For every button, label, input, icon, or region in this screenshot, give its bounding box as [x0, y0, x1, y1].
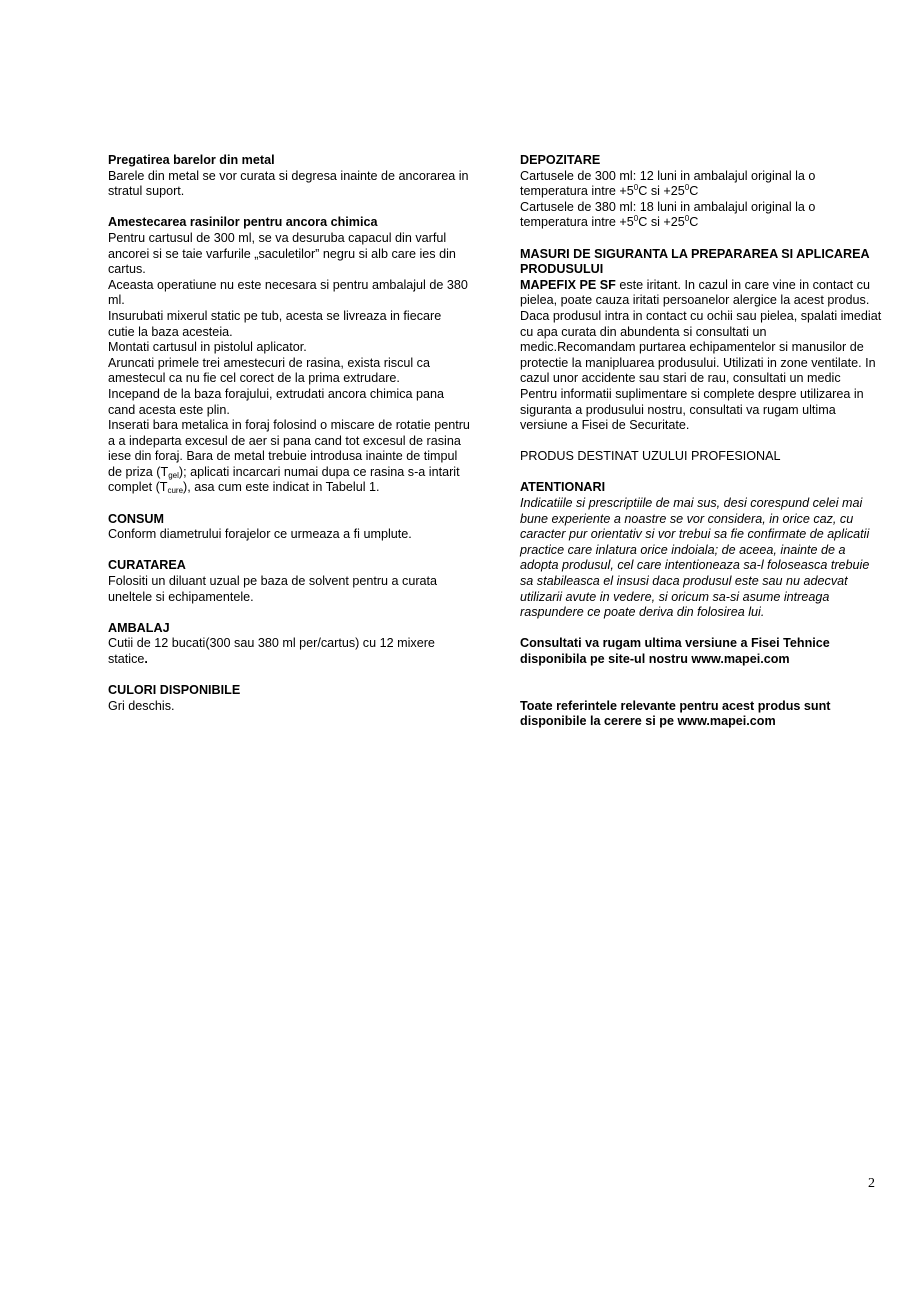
paragraph: [108, 636, 470, 667]
degree-superscript: 0: [633, 214, 639, 224]
paragraph: Indicatiile si prescriptiile de mai sus, desi corespund celei mai bune experiente a noastre se vor considera, in orice caz, cu caracter pur orientativ si vor trebui sa fie confirmate de aplicatii practice care inlatura orice indoiala; de aceea, inainte de a adopta produsul, cel care intentioneaza sa-l foloseasca trebuie sa stabileasca el insusi daca produsul este sau nu adecvat utilizarii avute in vedere, si oricum sa-si asume intreaga raspundere ce poate deriva din folosirea lui.: [520, 496, 870, 620]
subscript-gel: gel: [168, 470, 179, 480]
paragraph: Insurubati mixerul static pe tub, acesta se livreaza in fiecare cutie la baza acesteia.: [108, 308, 442, 339]
left-column: [108, 153, 470, 730]
section-warnings: [520, 480, 882, 620]
section-heading: CURATAREA: [108, 558, 186, 573]
degree-superscript: 0: [684, 214, 690, 224]
text: C: [689, 215, 699, 230]
paragraph-gel-cure: [108, 418, 470, 496]
section-metal-bars: [108, 153, 470, 200]
paragraph: Consultati va rugam ultima versiune a Fisei Tehnice disponibila pe site-ul nostru www.mapei.com: [520, 636, 830, 666]
section-storage: [520, 153, 882, 231]
section-colors: [108, 683, 470, 714]
page-number: 2: [868, 1176, 875, 1191]
text: este iritant. In cazul in care vine in contact cu pielea, poate cauza iritati persoanelor alergice la acest produs. Daca produsul intra in contact cu ochii sau pielea, spalati imediat cu apa curata din abundenta si consultati un medic.Recomandam purtarea echipamentelor si manusilor de protectie la manipluarea produsului. Utilizati in zone ventilate. In cazul unor accidente sau stari de rau, consultati un medic: [520, 277, 882, 386]
degree-superscript: 0: [684, 183, 690, 193]
paragraph: Conform diametrului forajelor ce urmeaza a fi umplute.: [108, 527, 412, 542]
section-mixing: [108, 215, 470, 496]
right-column: [520, 153, 882, 746]
storage-300ml: [520, 169, 882, 200]
paragraph: Pentru cartusul de 300 ml, se va desuruba capacul din varful ancorei si se taie varfurile „saculetilor” negru si alb care ies din cartus.: [108, 230, 456, 277]
text: ), asa cum este indicat in Tabelul 1.: [183, 480, 380, 495]
spacer: [520, 683, 882, 699]
section-heading: AMBALAJ: [108, 620, 170, 635]
section-heading: Amestecarea rasinilor pentru ancora chimica: [108, 215, 378, 230]
paragraph: Montati cartusul in pistolul aplicator.: [108, 340, 307, 355]
paragraph: Incepand de la baza forajului, extrudati ancora chimica pana cand acesta este plin.: [108, 386, 445, 417]
text: Cartusele de 300 ml: 12 luni in ambalajul original la o temperatura intre +5: [520, 168, 816, 199]
section-heading: Pregatirea barelor din metal: [108, 153, 275, 167]
text: C si +25: [638, 215, 685, 230]
text: C: [689, 184, 699, 199]
section-heading: ATENTIONARI: [520, 480, 606, 495]
text: C si +25: [638, 184, 685, 199]
paragraph: Pentru informatii suplimentare si complete despre utilizarea in siguranta a produsului nostru, consultati va rugam ultima versiune a Fisei de Securitate.: [520, 386, 864, 433]
text: Inserati bara metalica in foraj folosind o miscare de rotatie pentru a a indeparta excesul de aer si pana cand tot excesul de rasina iese din foraj. Bara de metal trebuie introdusa inainte de timpul de priza (T: [108, 418, 470, 479]
section-safety: [520, 247, 882, 434]
section-cleaning: [108, 558, 470, 605]
section-technical-sheet: [520, 636, 882, 667]
paragraph: Barele din metal se vor curata si degresa inainte de ancorarea in stratul suport.: [108, 168, 469, 199]
text: ); aplicati incarcari numai dupa ce rasina s-a intarit complet (T: [108, 464, 460, 495]
paragraph: Toate referintele relevante pentru acest produs sunt disponibile la cerere si pe www.mapei.com: [520, 698, 831, 729]
bold-period: .: [144, 652, 148, 666]
section-consumption: [108, 512, 470, 543]
text: Cutii de 12 bucati(300 sau 380 ml per/cartus) cu 12 mixere statice: [108, 636, 435, 666]
section-professional-use: [520, 449, 882, 465]
subscript-cure: cure: [167, 486, 184, 496]
section-heading: CONSUM: [108, 511, 164, 526]
product-name: MAPEFIX PE SF: [520, 277, 616, 292]
paragraph: PRODUS DESTINAT UZULUI PROFESIONAL: [520, 449, 781, 464]
degree-superscript: 0: [633, 183, 639, 193]
text: Cartusele de 380 ml: 18 luni in ambalajul original la o temperatura intre +5: [520, 199, 816, 230]
section-heading: CULORI DISPONIBILE: [108, 683, 241, 698]
paragraph: [520, 278, 882, 387]
section-references: [520, 699, 882, 730]
section-heading: MASURI DE SIGURANTA LA PREPARAREA SI APLICAREA PRODUSULUI: [520, 246, 870, 277]
paragraph: Gri deschis.: [108, 698, 175, 713]
paragraph: Aruncati primele trei amestecuri de rasina, exista riscul ca amestecul ca nu fie cel corect de la prima extrudare.: [108, 355, 430, 386]
paragraph: Folositi un diluant uzual pe baza de solvent pentru a curata uneltele si echipamentele.: [108, 574, 438, 604]
section-heading: DEPOZITARE: [520, 153, 601, 167]
storage-380ml: [520, 200, 882, 231]
paragraph: Aceasta operatiune nu este necesara si pentru ambalajul de 380 ml.: [108, 277, 468, 308]
section-packaging: [108, 621, 470, 668]
